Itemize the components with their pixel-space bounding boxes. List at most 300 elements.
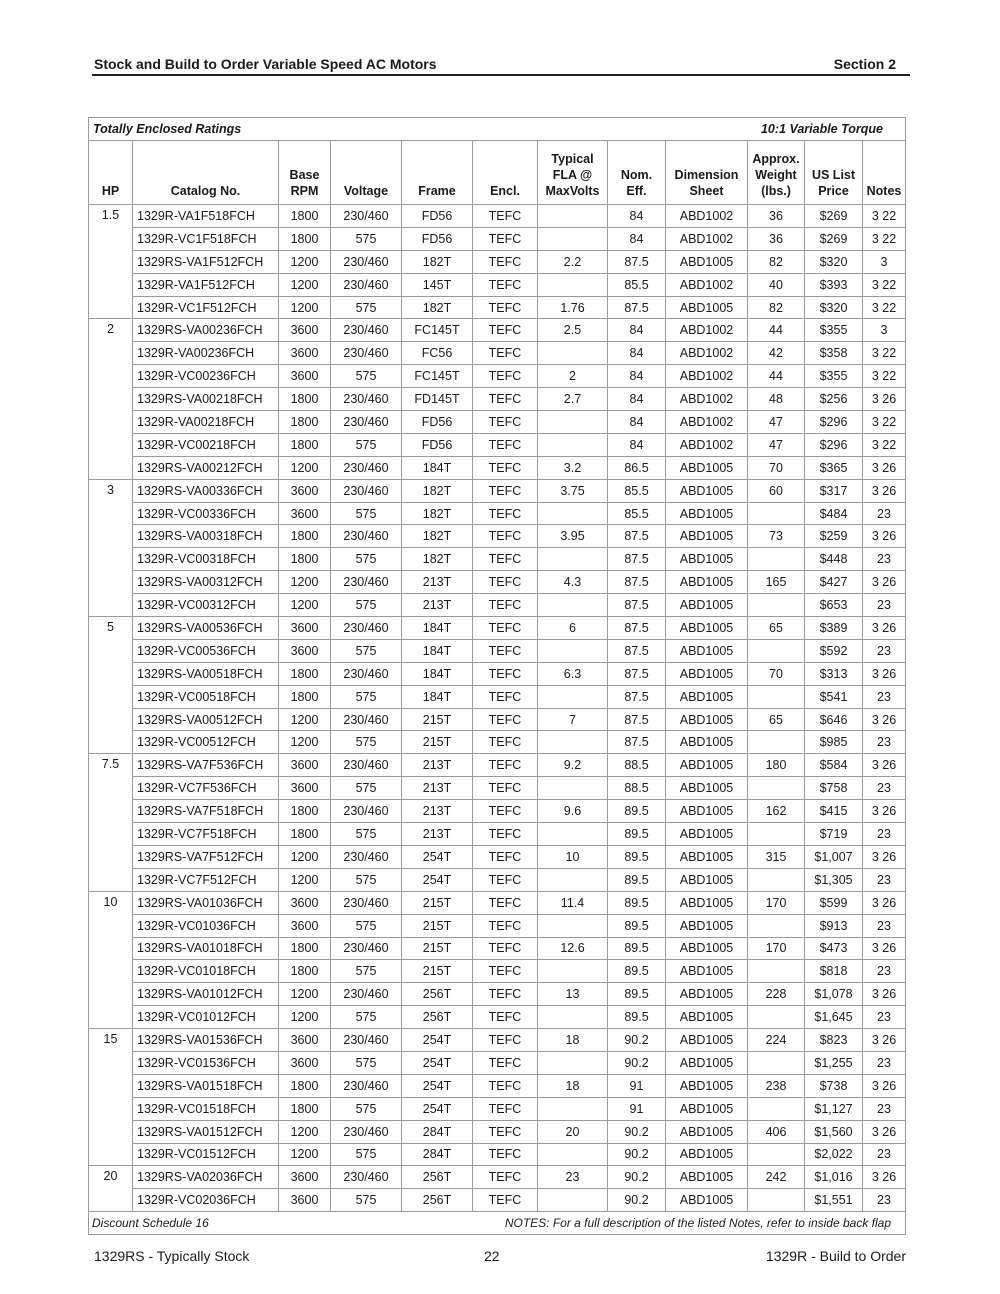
table-cell: FC145T (402, 319, 473, 342)
section-label: Section 2 (833, 56, 896, 72)
table-cell: 3 (863, 319, 906, 342)
table-cell: $1,305 (805, 868, 863, 891)
table-cell: 3 26 (863, 617, 906, 640)
table-cell (538, 1143, 608, 1166)
table-cell: $1,127 (805, 1097, 863, 1120)
table-cell: 7 (538, 708, 608, 731)
table-cell: $448 (805, 548, 863, 571)
table-cell: 86.5 (608, 456, 666, 479)
hp-cell: 3 (89, 479, 133, 616)
table-row (89, 365, 906, 388)
catalog-number-cell: 1329R-VC00236FCH (133, 365, 279, 388)
table-cell: TEFC (473, 205, 538, 228)
table-row (89, 548, 906, 571)
table-cell (538, 205, 608, 228)
table-cell: 254T (402, 845, 473, 868)
table-cell: TEFC (473, 1166, 538, 1189)
column-header: Typical FLA @ MaxVolts (538, 141, 608, 205)
table-cell: 575 (331, 731, 402, 754)
hp-cell: 15 (89, 1029, 133, 1166)
table-cell: 88.5 (608, 777, 666, 800)
table-cell: 575 (331, 548, 402, 571)
table-row (89, 571, 906, 594)
table-cell: 3 22 (863, 365, 906, 388)
table-cell: 230/460 (331, 479, 402, 502)
table-cell: ABD1005 (666, 594, 748, 617)
table-cell: 3.95 (538, 525, 608, 548)
table-cell: 1800 (279, 937, 331, 960)
table-cell: TEFC (473, 227, 538, 250)
table-cell: 23 (863, 594, 906, 617)
table-cell: 70 (748, 456, 805, 479)
table-cell: $389 (805, 617, 863, 640)
table-row (89, 1120, 906, 1143)
table-cell: 89.5 (608, 845, 666, 868)
table-cell: 3.75 (538, 479, 608, 502)
table-cell: 89.5 (608, 823, 666, 846)
table-cell: ABD1005 (666, 250, 748, 273)
catalog-number-cell: 1329RS-VA1F512FCH (133, 250, 279, 273)
table-cell: $1,078 (805, 983, 863, 1006)
table-cell: 170 (748, 891, 805, 914)
table-row (89, 639, 906, 662)
table-cell: $313 (805, 662, 863, 685)
table-cell: FD145T (402, 388, 473, 411)
table-cell: 1200 (279, 845, 331, 868)
catalog-number-cell: 1329R-VA00218FCH (133, 411, 279, 434)
table-cell: 3 26 (863, 479, 906, 502)
table-cell: FD56 (402, 227, 473, 250)
table-cell: 89.5 (608, 937, 666, 960)
table-cell: 3 26 (863, 662, 906, 685)
table-cell: TEFC (473, 1189, 538, 1212)
table-cell: 3 26 (863, 456, 906, 479)
table-cell: 184T (402, 617, 473, 640)
table-cell: 575 (331, 914, 402, 937)
table-row (89, 1051, 906, 1074)
table-cell: 87.5 (608, 548, 666, 571)
catalog-number-cell: 1329R-VC00512FCH (133, 731, 279, 754)
table-cell: 3 (863, 250, 906, 273)
table-cell: 85.5 (608, 479, 666, 502)
table-cell: TEFC (473, 525, 538, 548)
table-cell: 91 (608, 1097, 666, 1120)
table-cell: 23 (863, 502, 906, 525)
catalog-number-cell: 1329RS-VA01536FCH (133, 1029, 279, 1052)
table-cell: 87.5 (608, 708, 666, 731)
table-cell (538, 914, 608, 937)
page-header (92, 52, 910, 76)
table-cell: 230/460 (331, 456, 402, 479)
table-cell: $592 (805, 639, 863, 662)
catalog-number-cell: 1329RS-VA00536FCH (133, 617, 279, 640)
table-cell: 1800 (279, 685, 331, 708)
table-cell: 85.5 (608, 273, 666, 296)
table-cell: 1200 (279, 594, 331, 617)
table-cell: ABD1005 (666, 479, 748, 502)
table-cell: 3600 (279, 319, 331, 342)
table-cell: 1800 (279, 411, 331, 434)
table-cell: TEFC (473, 891, 538, 914)
ratings-table (88, 117, 906, 1235)
table-cell (538, 411, 608, 434)
table-cell: $1,551 (805, 1189, 863, 1212)
table-cell: 165 (748, 571, 805, 594)
table-cell: 23 (863, 548, 906, 571)
table-cell: 230/460 (331, 1074, 402, 1097)
table-cell (748, 914, 805, 937)
table-cell: $719 (805, 823, 863, 846)
table-cell: 3 22 (863, 205, 906, 228)
table-row (89, 754, 906, 777)
table-cell: 60 (748, 479, 805, 502)
table-cell: $1,016 (805, 1166, 863, 1189)
catalog-number-cell: 1329RS-VA01018FCH (133, 937, 279, 960)
table-cell: 215T (402, 937, 473, 960)
hp-cell: 1.5 (89, 205, 133, 319)
table-cell: ABD1002 (666, 342, 748, 365)
table-row (89, 1097, 906, 1120)
table-cell: 3 26 (863, 845, 906, 868)
table-cell (538, 960, 608, 983)
table-cell: 23 (863, 960, 906, 983)
table-cell: $415 (805, 800, 863, 823)
table-cell: TEFC (473, 273, 538, 296)
table-cell: ABD1002 (666, 411, 748, 434)
table-cell: ABD1005 (666, 639, 748, 662)
table-cell (748, 1143, 805, 1166)
table-cell: 1200 (279, 708, 331, 731)
table-cell: 315 (748, 845, 805, 868)
table-cell: $738 (805, 1074, 863, 1097)
table-cell: 1800 (279, 227, 331, 250)
catalog-number-cell: 1329R-VC7F536FCH (133, 777, 279, 800)
table-cell: 1800 (279, 823, 331, 846)
table-cell (538, 777, 608, 800)
table-cell: 1200 (279, 983, 331, 1006)
table-cell: 256T (402, 1006, 473, 1029)
table-cell: ABD1005 (666, 754, 748, 777)
table-cell: 23 (863, 639, 906, 662)
table-cell: 230/460 (331, 319, 402, 342)
table-cell: 182T (402, 548, 473, 571)
table-row (89, 731, 906, 754)
catalog-number-cell: 1329RS-VA00512FCH (133, 708, 279, 731)
table-cell: $269 (805, 227, 863, 250)
table-cell: 87.5 (608, 639, 666, 662)
table-cell: 3.2 (538, 456, 608, 479)
table-cell: 575 (331, 823, 402, 846)
catalog-number-cell: 1329R-VA1F512FCH (133, 273, 279, 296)
table-cell: 1200 (279, 571, 331, 594)
table-cell: ABD1005 (666, 296, 748, 319)
table-row (89, 617, 906, 640)
table-cell: $1,255 (805, 1051, 863, 1074)
catalog-number-cell: 1329R-VC1F518FCH (133, 227, 279, 250)
table-cell: TEFC (473, 639, 538, 662)
table-cell: 89.5 (608, 960, 666, 983)
table-cell: 44 (748, 319, 805, 342)
table-cell: ABD1005 (666, 548, 748, 571)
table-cell: 256T (402, 983, 473, 1006)
table-cell: 91 (608, 1074, 666, 1097)
table-cell: $320 (805, 250, 863, 273)
table-cell: 3600 (279, 1029, 331, 1052)
table-row (89, 1189, 906, 1212)
table-cell: TEFC (473, 433, 538, 456)
table-cell: 230/460 (331, 525, 402, 548)
catalog-number-cell: 1329R-VC00218FCH (133, 433, 279, 456)
table-row (89, 411, 906, 434)
table-cell: 65 (748, 708, 805, 731)
table-cell: $646 (805, 708, 863, 731)
column-header: Notes (863, 141, 906, 205)
table-cell: 3 22 (863, 273, 906, 296)
table-cell: 3600 (279, 617, 331, 640)
column-header: HP (89, 141, 133, 205)
table-cell: 575 (331, 777, 402, 800)
table-cell: 84 (608, 319, 666, 342)
table-cell: 48 (748, 388, 805, 411)
table-cell: $484 (805, 502, 863, 525)
table-cell: 3 26 (863, 983, 906, 1006)
torque-rating-label: 10:1 Variable Torque (538, 118, 906, 141)
table-row (89, 800, 906, 823)
table-cell: 575 (331, 365, 402, 388)
table-cell: 284T (402, 1143, 473, 1166)
table-cell: 1200 (279, 273, 331, 296)
table-cell: TEFC (473, 571, 538, 594)
table-cell: ABD1005 (666, 983, 748, 1006)
table-cell: 82 (748, 250, 805, 273)
table-row (89, 845, 906, 868)
table-cell: 87.5 (608, 731, 666, 754)
table-cell: 162 (748, 800, 805, 823)
table-cell: $653 (805, 594, 863, 617)
table-cell: $1,560 (805, 1120, 863, 1143)
table-cell: 87.5 (608, 685, 666, 708)
table-cell (748, 594, 805, 617)
table-cell: 170 (748, 937, 805, 960)
table-cell: 23 (863, 685, 906, 708)
table-cell: $427 (805, 571, 863, 594)
table-cell: $358 (805, 342, 863, 365)
table-cell: 230/460 (331, 250, 402, 273)
table-cell: 1200 (279, 296, 331, 319)
table-cell: 184T (402, 456, 473, 479)
table-cell: $296 (805, 411, 863, 434)
catalog-number-cell: 1329R-VC00336FCH (133, 502, 279, 525)
table-cell: 1200 (279, 250, 331, 273)
table-row (89, 1143, 906, 1166)
table-cell: 84 (608, 227, 666, 250)
table-cell: 182T (402, 479, 473, 502)
table-cell: 3 22 (863, 433, 906, 456)
table-row (89, 777, 906, 800)
table-cell: ABD1005 (666, 685, 748, 708)
table-cell: TEFC (473, 456, 538, 479)
table-cell: 215T (402, 891, 473, 914)
table-cell: 84 (608, 433, 666, 456)
table-cell (538, 685, 608, 708)
catalog-number-cell: 1329RS-VA02036FCH (133, 1166, 279, 1189)
table-cell: TEFC (473, 1143, 538, 1166)
table-cell: ABD1005 (666, 525, 748, 548)
column-header: Approx. Weight (lbs.) (748, 141, 805, 205)
table-cell: 90.2 (608, 1189, 666, 1212)
table-cell: 3600 (279, 342, 331, 365)
table-cell: 575 (331, 1097, 402, 1120)
table-cell (748, 731, 805, 754)
table-cell: 213T (402, 777, 473, 800)
table-cell: 230/460 (331, 983, 402, 1006)
table-cell: 230/460 (331, 1029, 402, 1052)
table-cell: ABD1005 (666, 571, 748, 594)
table-cell: $256 (805, 388, 863, 411)
table-cell: 213T (402, 571, 473, 594)
table-cell: ABD1005 (666, 1006, 748, 1029)
table-cell: 3600 (279, 502, 331, 525)
table-cell: 215T (402, 914, 473, 937)
table-cell: 89.5 (608, 983, 666, 1006)
table-cell: 23 (863, 1051, 906, 1074)
table-cell: 3 22 (863, 296, 906, 319)
table-cell: ABD1002 (666, 227, 748, 250)
table-cell: 575 (331, 227, 402, 250)
table-row (89, 594, 906, 617)
table-cell: 89.5 (608, 1006, 666, 1029)
table-cell: 84 (608, 342, 666, 365)
table-cell (538, 433, 608, 456)
table-cell: 213T (402, 823, 473, 846)
notes-reference: NOTES: For a full description of the listed Notes, refer to inside back flap (402, 1212, 906, 1235)
table-cell: 3600 (279, 1166, 331, 1189)
catalog-number-cell: 1329RS-VA00318FCH (133, 525, 279, 548)
table-cell: TEFC (473, 708, 538, 731)
table-cell: ABD1002 (666, 205, 748, 228)
table-cell: 89.5 (608, 891, 666, 914)
table-cell: 1200 (279, 1143, 331, 1166)
table-cell: 215T (402, 731, 473, 754)
catalog-number-cell: 1329RS-VA00312FCH (133, 571, 279, 594)
table-cell: 3 26 (863, 1074, 906, 1097)
table-cell: 3600 (279, 777, 331, 800)
table-cell: 575 (331, 594, 402, 617)
table-row (89, 250, 906, 273)
column-header: Dimension Sheet (666, 141, 748, 205)
page-footer (94, 1248, 906, 1268)
table-cell: TEFC (473, 365, 538, 388)
table-cell: 90.2 (608, 1143, 666, 1166)
table-cell: 87.5 (608, 662, 666, 685)
table-cell: 575 (331, 433, 402, 456)
table-row (89, 937, 906, 960)
table-cell: $985 (805, 731, 863, 754)
table-cell: ABD1005 (666, 1074, 748, 1097)
table-cell: TEFC (473, 1029, 538, 1052)
table-cell: ABD1005 (666, 708, 748, 731)
table-cell: 23 (863, 1097, 906, 1120)
table-cell: 1800 (279, 662, 331, 685)
table-cell: 70 (748, 662, 805, 685)
table-cell: 182T (402, 296, 473, 319)
table-cell: 3600 (279, 891, 331, 914)
table-cell: ABD1005 (666, 868, 748, 891)
table-cell: FD56 (402, 411, 473, 434)
table-cell (748, 868, 805, 891)
table-cell: 575 (331, 1051, 402, 1074)
table-cell: $355 (805, 319, 863, 342)
catalog-number-cell: 1329RS-VA01518FCH (133, 1074, 279, 1097)
table-cell: ABD1005 (666, 662, 748, 685)
table-cell: 23 (863, 1006, 906, 1029)
table-cell: $393 (805, 273, 863, 296)
table-cell: 182T (402, 502, 473, 525)
table-cell: 230/460 (331, 1120, 402, 1143)
table-cell: 1800 (279, 205, 331, 228)
table-cell: 230/460 (331, 1166, 402, 1189)
table-cell: 184T (402, 639, 473, 662)
table-cell: ABD1005 (666, 960, 748, 983)
table-cell: TEFC (473, 1006, 538, 1029)
table-cell: 23 (863, 731, 906, 754)
table-cell: 213T (402, 594, 473, 617)
table-cell: TEFC (473, 502, 538, 525)
table-cell: 254T (402, 1029, 473, 1052)
table-cell: TEFC (473, 319, 538, 342)
table-cell: 3600 (279, 914, 331, 937)
catalog-number-cell: 1329R-VC01036FCH (133, 914, 279, 937)
table-cell: 230/460 (331, 754, 402, 777)
table-row (89, 205, 906, 228)
table-row (89, 273, 906, 296)
table-cell: ABD1005 (666, 845, 748, 868)
table-cell: 575 (331, 502, 402, 525)
table-cell: FD56 (402, 433, 473, 456)
table-cell: TEFC (473, 1120, 538, 1143)
table-cell (748, 502, 805, 525)
table-cell: 224 (748, 1029, 805, 1052)
table-cell: 23 (863, 823, 906, 846)
footer-stock-note: 1329RS - Typically Stock (94, 1248, 250, 1264)
table-row (89, 914, 906, 937)
table-cell: 3 26 (863, 800, 906, 823)
column-header: Voltage (331, 141, 402, 205)
table-cell: $823 (805, 1029, 863, 1052)
table-row (89, 1166, 906, 1189)
table-cell: 6.3 (538, 662, 608, 685)
table-cell: 3 26 (863, 1166, 906, 1189)
table-cell: TEFC (473, 914, 538, 937)
table-cell: 3600 (279, 1051, 331, 1074)
table-cell (748, 1189, 805, 1212)
table-cell: $2,022 (805, 1143, 863, 1166)
page-number: 22 (484, 1248, 500, 1264)
table-cell: 3 22 (863, 342, 906, 365)
table-cell: 90.2 (608, 1029, 666, 1052)
table-cell: ABD1002 (666, 319, 748, 342)
table-cell: TEFC (473, 411, 538, 434)
catalog-number-cell: 1329RS-VA01036FCH (133, 891, 279, 914)
table-cell: 9.6 (538, 800, 608, 823)
table-cell (748, 1051, 805, 1074)
table-cell (748, 548, 805, 571)
table-cell: 65 (748, 617, 805, 640)
table-cell: 47 (748, 433, 805, 456)
catalog-number-cell: 1329RS-VA7F512FCH (133, 845, 279, 868)
table-cell: 1800 (279, 433, 331, 456)
table-cell: TEFC (473, 342, 538, 365)
